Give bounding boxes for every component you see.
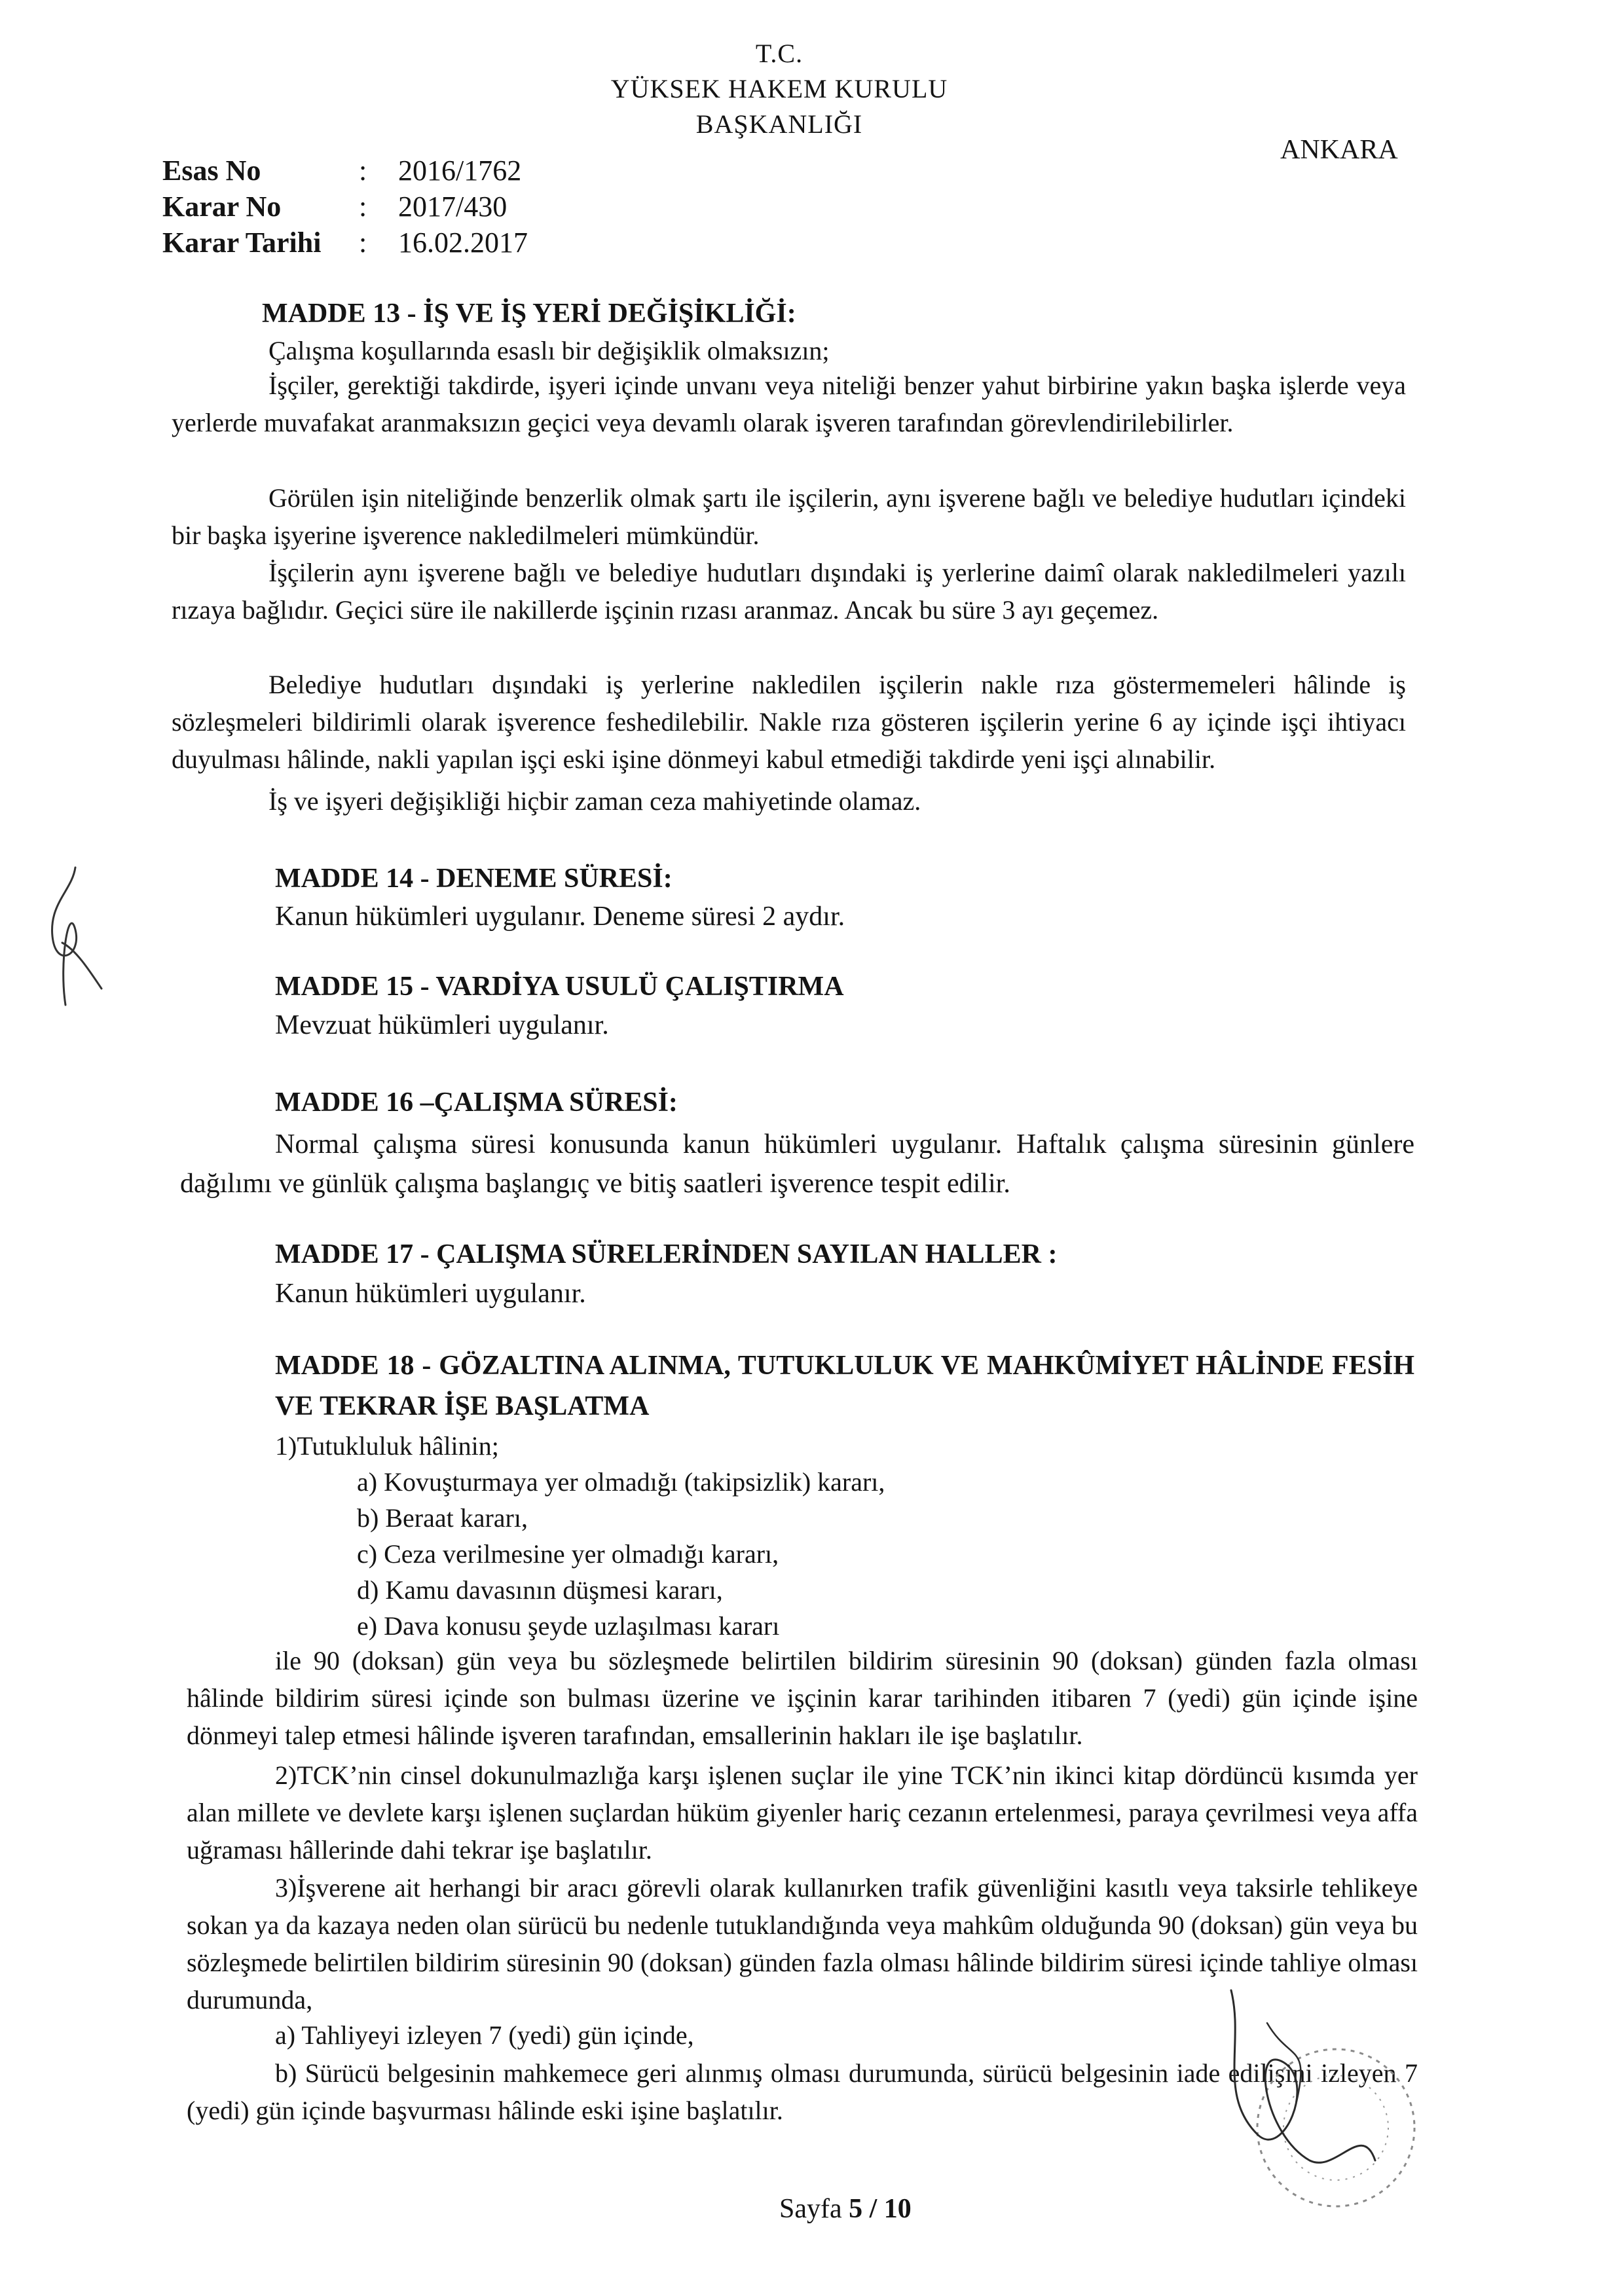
article-18-sub-a: a) Tahliyeyi izleyen 7 (yedi) gün içinde, (275, 2020, 694, 2050)
meta-value: 16.02.2017 (398, 227, 528, 259)
article-13-p5: Belediye hudutları dışındaki iş yerlerine nakledilen işçilerin nakle rıza göstermemeleri hâlinde iş sözleşmeleri bildirimli olarak işverence feshedilebilir. Nakle rıza gösteren işçilerin yerine 6 ay içinde işçi ihtiyacı duyulması hâlinde, nakli yapılan işçi eski işine dönmeyi kabul etmediği takdirde yeni işçi alınabilir. (172, 670, 1406, 774)
article-18-item-d: d) Kamu davasının düşmesi kararı, (357, 1575, 723, 1605)
meta-sep: : (359, 191, 367, 223)
article-18-title (275, 1345, 1414, 1427)
article-18-intro: 1)Tutukluluk hâlinin; (275, 1431, 499, 1461)
article-18-p2: 2)TCK’nin cinsel dokunulmazlığa karşı işlenen suçlar ile yine TCK’nin ikinci kitap dördüncü kısımda yer alan millete ve devlete karşı işlenen suçlardan hüküm giyenler hariç cezanın ertelenmesi, paraya çevrilmesi veya affa uğraması hâllerinde dahi tekrar işe başlatılır. (187, 1760, 1418, 1865)
meta-esas-row (162, 154, 521, 187)
article-13-p6: İş ve işyeri değişikliği hiçbir zaman ceza mahiyetinde olamaz. (268, 786, 921, 816)
article-16-body: Normal çalışma süresi konusunda kanun hükümleri uygulanır. Haftalık çalışma süresinin günlere dağılımı ve günlük çalışma başlangıç ve bitiş saatleri işverence tespit edilir. (180, 1129, 1414, 1199)
article-13-title: MADDE 13 - İŞ VE İŞ YERİ DEĞİŞİKLİĞİ: (262, 299, 796, 329)
article-18-p3: 3)İşverene ait herhangi bir aracı görevli olarak kullanırken trafik güvenliğini kasıtlı veya taksirle tehlikeye sokan ya da kazaya neden olan sürücü bu nedenle tutuklandığında veya mahkûm olduğunda 90 (doksan) gün veya bu sözleşmede belirtilen bildirim süresinin 90 (doksan) günden fazla olması hâlinde bildirim süresi içinde tahliye olması durumunda, (187, 1873, 1418, 2014)
article-13-p3: Görülen işin niteliğinde benzerlik olmak şartı ile işçilerin, aynı işverene bağlı ve belediye hudutları içindeki bir başka işyerine işverence nakledilmeleri mümkündür. (172, 483, 1406, 550)
article-13-p4: İşçilerin aynı işverene bağlı ve belediye hudutları dışındaki iş yerlerine daimî olarak nakledilmeleri yazılı rızaya bağlıdır. Geçici süre ile nakillerde işçinin rızası aranmaz. Ancak bu süre 3 ayı geçemez. (172, 558, 1406, 625)
header-institution: YÜKSEK HAKEM KURULU (610, 74, 948, 103)
article-18-p1: ile 90 (doksan) gün veya bu sözleşmede belirtilen bildirim süresinin 90 (doksan) günden fazla olması hâlinde bildirim süresi içinde son bulması üzerine ve işçinin karar tarihinden itibaren 7 (yedi) gün içinde işine dönmeyi talep etmesi hâlinde işveren tarafından, emsallerinin hakları ile işe başlatılır. (187, 1646, 1418, 1750)
meta-value: 2016/1762 (398, 155, 522, 187)
page-number: 5 / 10 (849, 2194, 912, 2224)
meta-tarih-row (162, 226, 528, 259)
page-label: Sayfa (779, 2194, 842, 2224)
article-18-item-b: b) Beraat kararı, (357, 1503, 528, 1533)
header-tc: T.C. (755, 39, 803, 68)
article-17-body: Kanun hükümleri uygulanır. (275, 1279, 586, 1309)
meta-label: Esas No (162, 155, 261, 187)
header-city: ANKARA (1280, 135, 1398, 165)
meta-karar-row (162, 190, 507, 223)
article-18-item-a: a) Kovuşturmaya yer olmadığı (takipsizlik) kararı, (357, 1467, 885, 1497)
article-17-title: MADDE 17 - ÇALIŞMA SÜRELERİNDEN SAYILAN HALLER : (275, 1239, 1058, 1269)
article-14-title: MADDE 14 - DENEME SÜRESİ: (275, 864, 673, 894)
article-13-p1: Çalışma koşullarında esaslı bir değişiklik olmaksızın; (268, 336, 830, 365)
article-15-body: Mevzuat hükümleri uygulanır. (275, 1010, 609, 1040)
header-presidency: BAŞKANLIĞI (695, 109, 863, 139)
article-18-sub-b: b) Sürücü belgesinin mahkemece geri alınmış olması durumunda, sürücü belgesinin iade edilişini izleyen 7 (yedi) gün içinde başvurması hâlinde eski işine başlatılır. (187, 2058, 1418, 2125)
page-footer (779, 2193, 912, 2225)
margin-signature (36, 864, 108, 1015)
article-15-title: MADDE 15 - VARDİYA USULÜ ÇALIŞTIRMA (275, 972, 844, 1002)
meta-sep: : (359, 227, 367, 259)
meta-value: 2017/430 (398, 191, 507, 223)
article-14-body: Kanun hükümleri uygulanır. Deneme süresi 2 aydır. (275, 902, 845, 932)
meta-label: Karar Tarihi (162, 227, 322, 259)
meta-label: Karar No (162, 191, 282, 223)
signature-stamp (1205, 1964, 1480, 2239)
article-13-p2: İşçiler, gerektiği takdirde, işyeri içinde unvanı veya niteliği benzer yahut birbirine yakın başka işlerde veya yerlerde muvafakat aranmaksızın geçici veya devamlı olarak işveren tarafından görevlendirilebilirler. (172, 371, 1406, 437)
article-18-item-c: c) Ceza verilmesine yer olmadığı kararı, (357, 1539, 779, 1569)
meta-sep: : (359, 155, 367, 187)
article-18-title-text: MADDE 18 - GÖZALTINA ALINMA, TUTUKLULUK VE MAHKÛMİYET HÂLİNDE FESİH VE TEKRAR İŞE BAŞLATMA (275, 1351, 1414, 1421)
article-18-item-e: e) Dava konusu şeyde uzlaşılması kararı (357, 1611, 780, 1641)
article-16-title: MADDE 16 –ÇALIŞMA SÜRESİ: (275, 1087, 678, 1118)
